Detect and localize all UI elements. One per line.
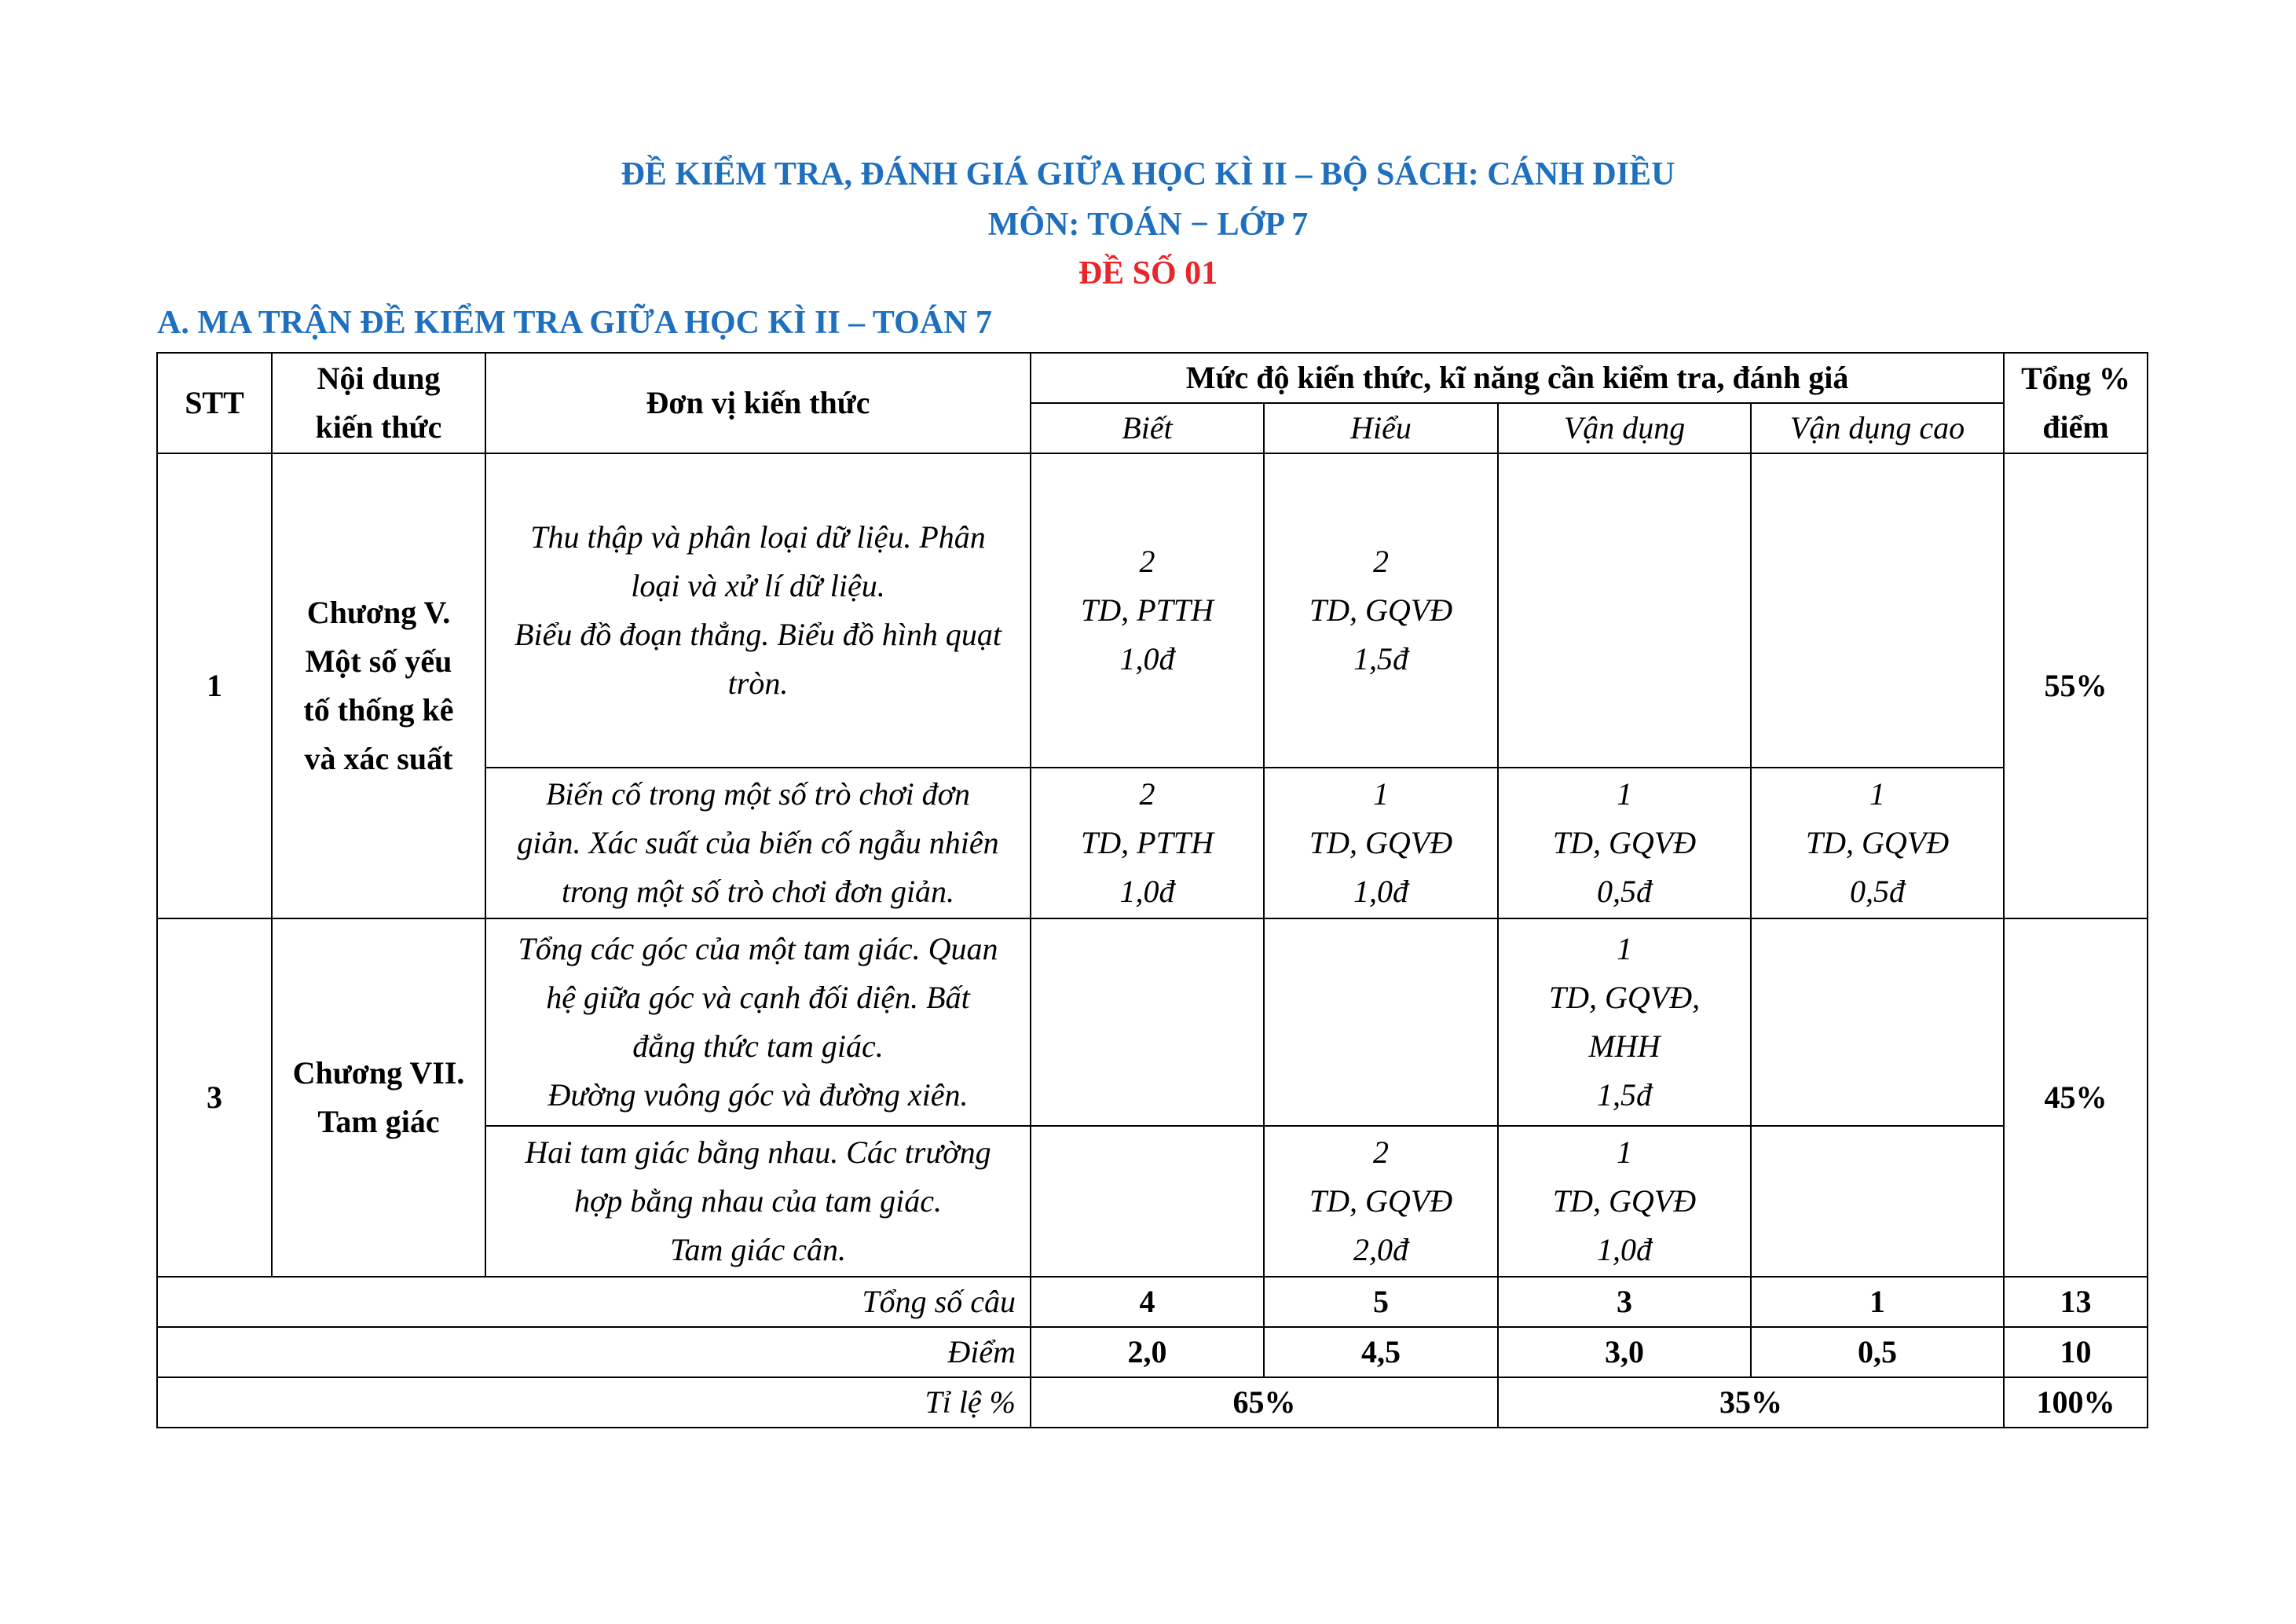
summary-value: 5: [1264, 1277, 1498, 1327]
summary-label-ratio: Tỉ lệ %: [157, 1377, 1031, 1428]
summary-total: 10: [2004, 1327, 2148, 1377]
cell-understand: [1264, 918, 1498, 1126]
header-total: Tổng % điểm: [2004, 353, 2148, 453]
row-content: Chương VII. Tam giác: [272, 918, 485, 1277]
header-unit: Đơn vị kiến thức: [485, 353, 1031, 453]
summary-value: 65%: [1031, 1377, 1498, 1428]
row-content: Chương V. Một số yếu tố thống kê và xác suất: [272, 453, 485, 918]
summary-total: 13: [2004, 1277, 2148, 1327]
row-stt: 1: [157, 453, 272, 918]
cell-apply: 1 TD, GQVĐ 1,0đ: [1498, 1126, 1751, 1277]
summary-value: 4: [1031, 1277, 1264, 1327]
summary-row-questions: [157, 1277, 2148, 1327]
header-content: Nội dung kiến thức: [272, 353, 485, 453]
cell-apply: [1498, 453, 1751, 768]
summary-row-points: [157, 1327, 2148, 1377]
header-levels-group: Mức độ kiến thức, kĩ năng cần kiểm tra, đánh giá: [1031, 353, 2004, 403]
row-unit: Biến cố trong một số trò chơi đơn giản. Xác suất của biến cố ngẫu nhiên trong một số trò chơi đơn giản.: [485, 768, 1031, 918]
row-unit: Thu thập và phân loại dữ liệu. Phân loại và xử lí dữ liệu. Biểu đồ đoạn thẳng. Biểu đồ hình quạt tròn.: [485, 453, 1031, 768]
summary-value: 3: [1498, 1277, 1751, 1327]
table-row: [157, 918, 2148, 1126]
subject-title: MÔN: TOÁN − LỚP 7: [987, 207, 1309, 243]
table-row: [157, 453, 2148, 768]
summary-value: 3,0: [1498, 1327, 1751, 1377]
cell-apply-high: 1 TD, GQVĐ 0,5đ: [1751, 768, 2004, 918]
summary-value: 2,0: [1031, 1327, 1264, 1377]
cell-know: 2 TD, PTTH 1,0đ: [1031, 768, 1264, 918]
exam-number: ĐỀ SỐ 01: [1078, 255, 1218, 291]
summary-value: 35%: [1498, 1377, 2004, 1428]
cell-understand: 2 TD, GQVĐ 2,0đ: [1264, 1126, 1498, 1277]
row-stt: 3: [157, 918, 272, 1277]
cell-apply-high: [1751, 1126, 2004, 1277]
row-unit: Hai tam giác bằng nhau. Các trường hợp bằng nhau của tam giác. Tam giác cân.: [485, 1126, 1031, 1277]
exam-matrix-table: [156, 352, 2148, 1428]
header-level-apply-high: Vận dụng cao: [1751, 403, 2004, 453]
cell-know: 2 TD, PTTH 1,0đ: [1031, 453, 1264, 768]
summary-row-ratio: [157, 1377, 2148, 1428]
cell-apply-high: [1751, 453, 2004, 768]
row-total: 45%: [2004, 918, 2148, 1277]
cell-understand: 2 TD, GQVĐ 1,5đ: [1264, 453, 1498, 768]
summary-value: 4,5: [1264, 1327, 1498, 1377]
row-total: 55%: [2004, 453, 2148, 918]
row-unit: Tổng các góc của một tam giác. Quan hệ giữa góc và cạnh đối diện. Bất đẳng thức tam giác. Đường vuông góc và đường xiên.: [485, 918, 1031, 1126]
summary-label-questions: Tổng số câu: [157, 1277, 1031, 1327]
summary-value: 0,5: [1751, 1327, 2004, 1377]
header-stt: STT: [157, 353, 272, 453]
cell-know: [1031, 1126, 1264, 1277]
exam-title: ĐỀ KIỂM TRA, ĐÁNH GIÁ GIỮA HỌC KÌ II – BỘ SÁCH: CÁNH DIỀU: [621, 156, 1675, 192]
section-heading: A. MA TRẬN ĐỀ KIỂM TRA GIỮA HỌC KÌ II – TOÁN 7: [157, 305, 993, 341]
cell-understand: 1 TD, GQVĐ 1,0đ: [1264, 768, 1498, 918]
cell-apply-high: [1751, 918, 2004, 1126]
header-level-understand: Hiểu: [1264, 403, 1498, 453]
cell-apply: 1 TD, GQVĐ, MHH 1,5đ: [1498, 918, 1751, 1126]
cell-apply: 1 TD, GQVĐ 0,5đ: [1498, 768, 1751, 918]
summary-label-points: Điểm: [157, 1327, 1031, 1377]
header-level-apply: Vận dụng: [1498, 403, 1751, 453]
header-level-know: Biết: [1031, 403, 1264, 453]
summary-total: 100%: [2004, 1377, 2148, 1428]
summary-value: 1: [1751, 1277, 2004, 1327]
cell-know: [1031, 918, 1264, 1126]
